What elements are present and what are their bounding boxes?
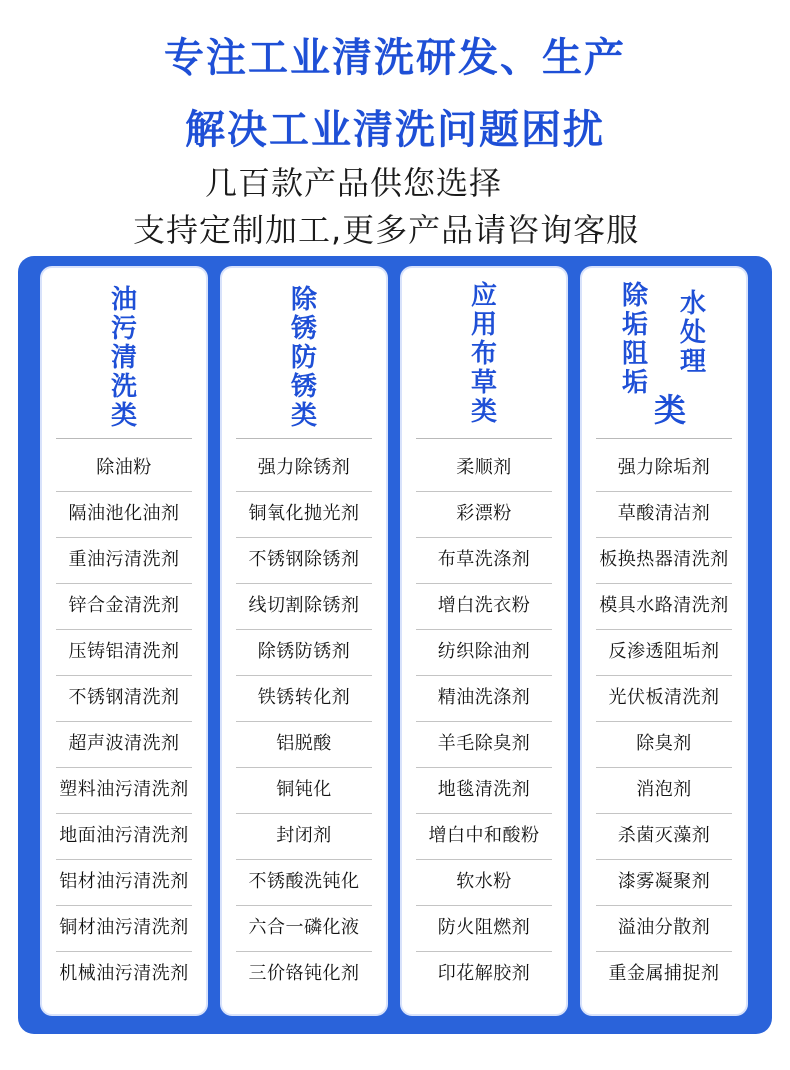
product-item[interactable]: 纺织除油剂 bbox=[416, 630, 552, 676]
product-item[interactable]: 机械油污清洗剂 bbox=[59, 963, 189, 984]
headline-line-2: 解决工业清洗问题困扰 bbox=[185, 107, 605, 153]
product-item[interactable]: 重油污清洗剂 bbox=[56, 538, 192, 584]
subheadline-line-1: 几百款产品供您选择 bbox=[205, 164, 503, 202]
product-item[interactable]: 铁锈转化剂 bbox=[236, 676, 372, 722]
product-item[interactable]: 隔油池化油剂 bbox=[56, 492, 192, 538]
product-item[interactable]: 铜氧化抛光剂 bbox=[236, 492, 372, 538]
category-card-rust-removal bbox=[220, 266, 388, 1016]
product-item[interactable]: 塑料油污清洗剂 bbox=[56, 768, 192, 814]
product-item[interactable]: 彩漂粉 bbox=[416, 492, 552, 538]
product-item[interactable]: 强力除垢剂 bbox=[596, 446, 732, 492]
product-item[interactable]: 反渗透阻垢剂 bbox=[596, 630, 732, 676]
product-item[interactable]: 铝脱酸 bbox=[236, 722, 372, 768]
product-item[interactable]: 软水粉 bbox=[416, 860, 552, 906]
product-item[interactable]: 防火阻燃剂 bbox=[416, 906, 552, 952]
product-item[interactable]: 压铸铝清洗剂 bbox=[56, 630, 192, 676]
title-divider bbox=[416, 438, 552, 439]
category-title-text: 应用布草类 bbox=[470, 281, 497, 427]
product-list bbox=[236, 446, 372, 998]
subheadline-line-2: 支持定制加工,更多产品请咨询客服 bbox=[133, 211, 640, 249]
category-card-oil-cleaning bbox=[40, 266, 208, 1016]
product-item[interactable]: 板换热器清洗剂 bbox=[596, 538, 732, 584]
category-title bbox=[42, 268, 206, 440]
product-item[interactable]: 六合一磷化液 bbox=[236, 906, 372, 952]
product-item[interactable]: 精油洗涤剂 bbox=[416, 676, 552, 722]
product-item[interactable]: 草酸清洁剂 bbox=[596, 492, 732, 538]
product-item[interactable]: 增白洗衣粉 bbox=[416, 584, 552, 630]
category-title-left: 除垢阻垢 bbox=[621, 281, 648, 398]
title-divider bbox=[596, 438, 732, 439]
product-item[interactable]: 强力除锈剂 bbox=[236, 446, 372, 492]
product-item[interactable]: 不锈钢清洗剂 bbox=[56, 676, 192, 722]
product-list bbox=[416, 446, 552, 998]
product-item[interactable]: 印花解胶剂 bbox=[437, 963, 531, 984]
product-item[interactable]: 羊毛除臭剂 bbox=[416, 722, 552, 768]
product-item[interactable]: 漆雾凝聚剂 bbox=[596, 860, 732, 906]
product-item[interactable]: 封闭剂 bbox=[236, 814, 372, 860]
product-item[interactable]: 不锈酸洗钝化 bbox=[236, 860, 372, 906]
product-item[interactable]: 模具水路清洗剂 bbox=[596, 584, 732, 630]
category-title bbox=[402, 268, 566, 440]
product-item[interactable]: 溢油分散剂 bbox=[596, 906, 732, 952]
product-item[interactable]: 除臭剂 bbox=[596, 722, 732, 768]
title-divider bbox=[236, 438, 372, 439]
product-item[interactable]: 线切割除锈剂 bbox=[236, 584, 372, 630]
product-item[interactable]: 除油粉 bbox=[56, 446, 192, 492]
category-title-right: 水处理 bbox=[679, 289, 706, 377]
product-category-panel bbox=[18, 256, 772, 1034]
product-item[interactable]: 增白中和酸粉 bbox=[416, 814, 552, 860]
product-item[interactable]: 锌合金清洗剂 bbox=[56, 584, 192, 630]
product-list bbox=[596, 446, 732, 998]
product-list bbox=[56, 446, 192, 998]
product-item[interactable]: 铝材油污清洗剂 bbox=[56, 860, 192, 906]
category-title-text: 油污清洗类 bbox=[110, 285, 137, 431]
product-item[interactable]: 超声波清洗剂 bbox=[56, 722, 192, 768]
product-item[interactable]: 地毯清洗剂 bbox=[416, 768, 552, 814]
product-item[interactable]: 柔顺剂 bbox=[416, 446, 552, 492]
product-item[interactable]: 除锈防锈剂 bbox=[236, 630, 372, 676]
category-title bbox=[582, 268, 746, 440]
category-title-bottom: 类 bbox=[653, 391, 686, 429]
product-item[interactable]: 消泡剂 bbox=[596, 768, 732, 814]
product-item[interactable]: 重金属捕捉剂 bbox=[608, 963, 720, 984]
category-card-linen bbox=[400, 266, 568, 1016]
headline-line-1: 专注工业清洗研发、生产 bbox=[164, 35, 626, 81]
category-card-descaling-water bbox=[580, 266, 748, 1016]
product-item[interactable]: 杀菌灭藻剂 bbox=[596, 814, 732, 860]
product-item[interactable]: 铜材油污清洗剂 bbox=[56, 906, 192, 952]
product-item[interactable]: 布草洗涤剂 bbox=[416, 538, 552, 584]
title-divider bbox=[56, 438, 192, 439]
category-title-text: 除锈防锈类 bbox=[290, 285, 317, 431]
product-item[interactable]: 光伏板清洗剂 bbox=[596, 676, 732, 722]
product-item[interactable]: 地面油污清洗剂 bbox=[56, 814, 192, 860]
product-item[interactable]: 三价铬钝化剂 bbox=[248, 963, 360, 984]
product-item[interactable]: 不锈钢除锈剂 bbox=[236, 538, 372, 584]
product-item[interactable]: 铜钝化 bbox=[236, 768, 372, 814]
category-title bbox=[222, 268, 386, 440]
